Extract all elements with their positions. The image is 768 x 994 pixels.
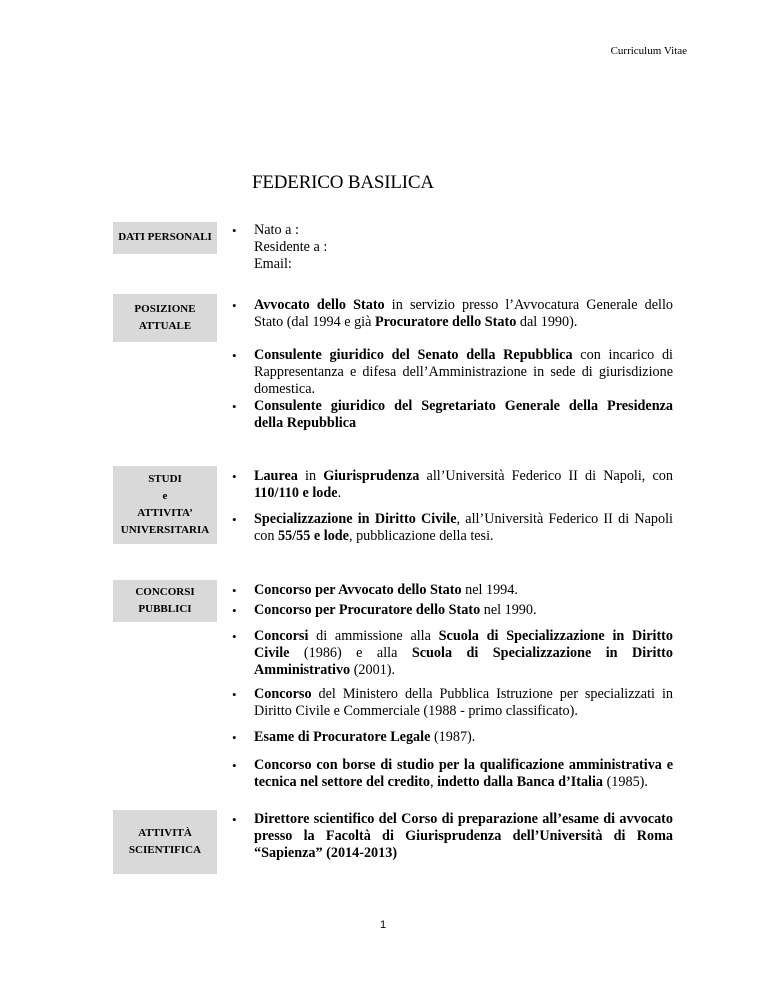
- text-bold: 55/55 e lode: [278, 528, 349, 544]
- label-text: ATTIVITA’: [137, 507, 193, 519]
- bullet-icon: •: [232, 469, 237, 484]
- text-bold: Consulente giuridico del Senato della Repubblica: [254, 347, 573, 363]
- text: , pubblicazione della tesi.: [348, 528, 494, 544]
- text-bold: Avvocato dello Stato: [254, 297, 385, 313]
- label-studi-universitaria: [113, 466, 217, 544]
- position-item: [254, 347, 673, 398]
- label-dati-personali: [113, 222, 217, 254]
- label-text: DATI PERSONALI: [118, 231, 212, 244]
- text: in: [297, 468, 324, 484]
- text: all’Università Federico II di Napoli, con: [419, 468, 673, 484]
- competition-item: [254, 757, 673, 791]
- bullet-icon: •: [232, 758, 237, 773]
- personal-details: [254, 222, 674, 273]
- email-line: Email:: [254, 256, 292, 272]
- text-bold: Concorso: [254, 686, 312, 702]
- text: .: [337, 485, 342, 501]
- text-bold: Giurisprudenza: [323, 468, 420, 484]
- label-text: e: [162, 489, 168, 502]
- cv-name-title: FEDERICO BASILICA: [252, 172, 434, 193]
- text-bold: Concorsi: [254, 628, 309, 644]
- bullet-icon: •: [232, 298, 237, 313]
- text-bold: Laurea: [254, 468, 298, 484]
- study-item: [254, 511, 673, 545]
- competition-item: [254, 628, 673, 679]
- bullet-icon: •: [232, 603, 237, 618]
- label-attivita-scientifica: [113, 810, 217, 874]
- text: (1985).: [603, 774, 648, 790]
- scientific-item: [254, 811, 673, 862]
- competition-item: [254, 729, 673, 746]
- bullet-icon: •: [232, 583, 237, 598]
- bullet-icon: •: [232, 629, 237, 644]
- competition-item: [254, 582, 673, 599]
- label-text: CONCORSI: [135, 585, 195, 598]
- label-text: PUBBLICI: [138, 603, 192, 615]
- label-text: ATTUALE: [138, 320, 192, 332]
- text: dal 1990).: [516, 314, 578, 330]
- running-header: Curriculum Vitae: [610, 45, 687, 57]
- text: di ammissione alla: [308, 628, 439, 644]
- text-bold: Consulente giuridico del Segretariato Generale della Presidenza della Repubblica: [254, 398, 673, 431]
- text-bold: Procuratore dello Stato: [374, 314, 517, 330]
- text: ,: [429, 774, 438, 790]
- label-posizione-attuale: [113, 294, 217, 342]
- text-bold: Concorso per Avvocato dello Stato: [254, 582, 462, 598]
- text: (1987).: [430, 729, 476, 745]
- text: nel 1994.: [461, 582, 518, 598]
- bullet-icon: •: [232, 687, 237, 702]
- text: nel 1990.: [480, 602, 537, 618]
- position-item: [254, 297, 673, 331]
- competition-item: [254, 686, 673, 720]
- label-text: POSIZIONE: [134, 302, 196, 315]
- text-bold: Scuola di Specializzazione in Diritto Civile: [254, 628, 673, 661]
- text: in servizio presso l’Avvocatura Generale dello Stato (dal 1994 e già: [254, 297, 673, 330]
- page-number: 1: [380, 919, 387, 931]
- text-bold: indetto dalla Banca d’Italia: [437, 774, 604, 790]
- text: (1986) e alla: [289, 645, 412, 661]
- birthplace-line: Nato a :: [254, 222, 299, 238]
- bullet-icon: •: [232, 223, 237, 238]
- text-bold: Concorso per Procuratore dello Stato: [254, 602, 481, 618]
- label-text: ATTIVITÀ: [138, 826, 192, 839]
- bullet-icon: •: [232, 812, 237, 827]
- residence-line: Residente a :: [254, 239, 328, 255]
- text-bold: Scuola di Specializzazione in Diritto Amministrativo: [254, 645, 673, 678]
- label-concorsi-pubblici: [113, 580, 217, 622]
- bullet-icon: •: [232, 512, 237, 527]
- text: con incarico di Rappresentanza e difesa dell’Amministrazione in sede di giurisdizione domestica.: [254, 347, 673, 397]
- position-item: [254, 398, 673, 432]
- label-text: STUDI: [148, 472, 182, 485]
- label-text: SCIENTIFICA: [128, 844, 202, 856]
- text-bold: Concorso con borse di studio per la qualificazione amministrativa e tecnica nel settore del credito: [254, 757, 673, 790]
- text-bold: Specializzazione in Diritto Civile: [254, 511, 457, 527]
- text: , all’Università Federico II di Napoli con: [254, 511, 673, 544]
- label-text: UNIVERSITARIA: [120, 524, 210, 537]
- competition-item: [254, 602, 673, 619]
- bullet-icon: •: [232, 399, 237, 414]
- bullet-icon: •: [232, 730, 237, 745]
- text: (2001).: [350, 662, 396, 678]
- text: del Ministero della Pubblica Istruzione per specializzati in Diritto Civile e Commerciale (1988 - primo classificato).: [254, 686, 673, 719]
- study-item: [254, 468, 673, 502]
- bullet-icon: •: [232, 348, 237, 363]
- text-bold: Esame di Procuratore Legale: [254, 729, 431, 745]
- text-bold: 110/110 e lode: [254, 485, 338, 501]
- text-bold: Direttore scientifico del Corso di preparazione all’esame di avvocato presso la Facoltà di Giurisprudenza dell’Università di Roma “Sapienza” (2014-2013): [254, 811, 673, 861]
